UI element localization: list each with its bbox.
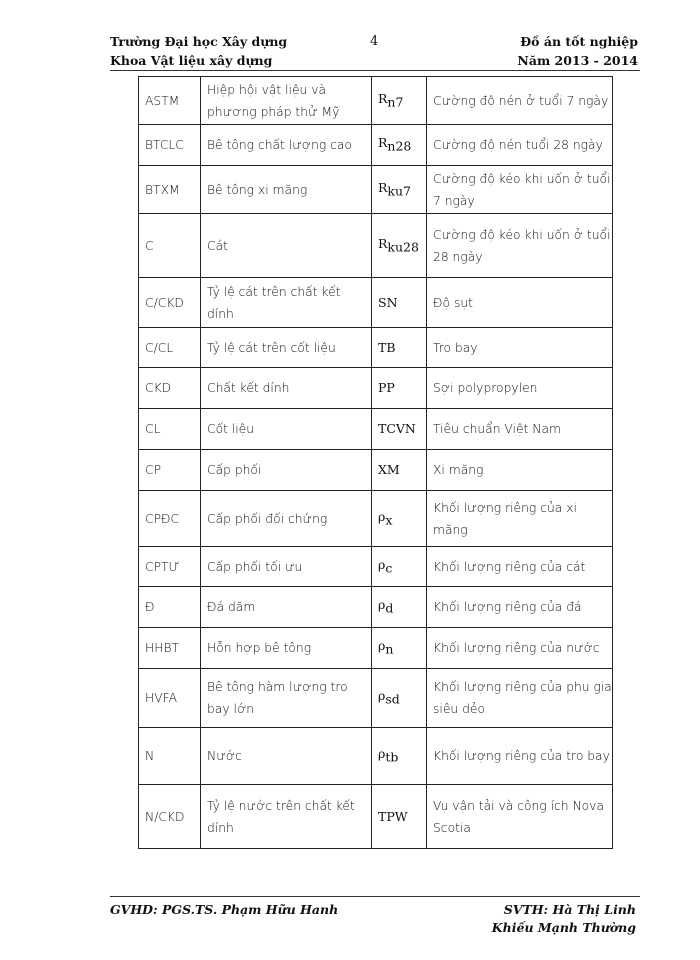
- symbol-text: XM: [378, 462, 400, 477]
- symbol-subscript: d: [385, 600, 394, 616]
- document-type: Đồ án tốt nghiệp: [520, 34, 638, 49]
- description-cell: Cường độ nén ở tuổi 7 ngày: [427, 77, 613, 125]
- abbreviation-cell: BTXM: [139, 166, 201, 214]
- university-name: Trường Đại học Xây dựng: [110, 34, 288, 49]
- table-row: [139, 728, 613, 785]
- table-row: [139, 409, 613, 450]
- table-row: [139, 491, 613, 547]
- symbol-text: TCVN: [378, 421, 416, 436]
- table-row: [139, 328, 613, 368]
- student-1: SVTH: Hà Thị Linh: [503, 902, 636, 917]
- symbol-subscript: n7: [387, 94, 404, 110]
- symbol-cell: [372, 125, 427, 166]
- abbreviation-cell: N: [139, 728, 201, 785]
- meaning-cell: Cấp phối tối ưu: [201, 547, 372, 587]
- meaning-cell: Hỗn hợp bê tông: [201, 628, 372, 669]
- symbol-cell: [372, 214, 427, 278]
- abbreviation-cell: N/CKD: [139, 785, 201, 849]
- description-cell: Khối lượng riêng của đá: [427, 587, 613, 628]
- footer-rule: [110, 896, 640, 897]
- table-row: [139, 125, 613, 166]
- symbol-text: ρ: [378, 688, 386, 704]
- symbol-cell: [372, 77, 427, 125]
- abbreviation-cell: Đ: [139, 587, 201, 628]
- symbol-cell: [372, 166, 427, 214]
- student-2: Khiếu Mạnh Thường: [491, 920, 636, 935]
- symbol-text: ρ: [378, 746, 386, 762]
- symbol-cell: [372, 728, 427, 785]
- header-rule: [110, 70, 640, 71]
- symbol-cell: [372, 491, 427, 547]
- abbreviation-table-body: [139, 77, 613, 849]
- page-number: 4: [370, 34, 379, 49]
- meaning-cell: Đá dăm: [201, 587, 372, 628]
- symbol-subscript: x: [385, 512, 393, 528]
- description-cell: Vụ vận tải và công ích Nova Scotia: [427, 785, 613, 849]
- symbol-text: R: [378, 179, 388, 195]
- abbreviation-cell: CL: [139, 409, 201, 450]
- meaning-cell: Tỷ lệ cát trên chất kết dính: [201, 278, 372, 328]
- description-cell: Khối lượng riêng của phụ gia siêu dẻo: [427, 669, 613, 728]
- abbreviation-cell: C/CKD: [139, 278, 201, 328]
- abbreviation-cell: CP: [139, 450, 201, 491]
- symbol-text: ρ: [378, 597, 386, 613]
- symbol-text: ρ: [378, 508, 386, 524]
- symbol-text: R: [378, 90, 388, 106]
- abbreviation-cell: CPTƯ: [139, 547, 201, 587]
- abbreviation-cell: ASTM: [139, 77, 201, 125]
- abbreviation-cell: C: [139, 214, 201, 278]
- symbol-subscript: ku7: [387, 183, 411, 199]
- abbreviation-cell: HVFA: [139, 669, 201, 728]
- table-row: [139, 547, 613, 587]
- table-row: [139, 450, 613, 491]
- symbol-text: PP: [378, 380, 395, 395]
- description-cell: Cường độ nén tuổi 28 ngày: [427, 125, 613, 166]
- table-row: [139, 214, 613, 278]
- table-row: [139, 669, 613, 728]
- table-row: [139, 628, 613, 669]
- description-cell: Xi măng: [427, 450, 613, 491]
- symbol-subscript: ku28: [387, 239, 419, 255]
- description-cell: Khối lượng riêng của xi măng: [427, 491, 613, 547]
- meaning-cell: Bê tông chất lượng cao: [201, 125, 372, 166]
- table-row: [139, 785, 613, 849]
- table-row: [139, 368, 613, 409]
- meaning-cell: Tỷ lệ nước trên chất kết dính: [201, 785, 372, 849]
- meaning-cell: Chất kết dính: [201, 368, 372, 409]
- meaning-cell: Hiệp hội vật liệu và phương pháp thử Mỹ: [201, 77, 372, 125]
- symbol-cell: [372, 328, 427, 368]
- description-cell: Cường độ kéo khi uốn ở tuổi 7 ngày: [427, 166, 613, 214]
- abbreviation-cell: CKD: [139, 368, 201, 409]
- symbol-text: SN: [378, 294, 398, 310]
- meaning-cell: Tỷ lệ cát trên cốt liệu: [201, 328, 372, 368]
- symbol-cell: [372, 785, 427, 849]
- academic-year: Năm 2013 - 2014: [517, 53, 638, 68]
- abbreviation-table: [138, 76, 613, 849]
- symbol-cell: [372, 450, 427, 491]
- symbol-text: R: [378, 135, 388, 151]
- symbol-subscript: sd: [385, 691, 400, 707]
- symbol-cell: [372, 278, 427, 328]
- description-cell: Cường độ kéo khi uốn ở tuổi 28 ngày: [427, 214, 613, 278]
- meaning-cell: Nước: [201, 728, 372, 785]
- meaning-cell: Bê tông xi măng: [201, 166, 372, 214]
- description-cell: Độ sụt: [427, 278, 613, 328]
- description-cell: Khối lượng riêng của tro bay: [427, 728, 613, 785]
- symbol-subscript: n28: [387, 138, 412, 154]
- symbol-subscript: c: [385, 560, 393, 576]
- symbol-text: TB: [378, 339, 396, 355]
- table-row: [139, 77, 613, 125]
- table-row: [139, 587, 613, 628]
- symbol-cell: [372, 669, 427, 728]
- abbreviation-cell: HHBT: [139, 628, 201, 669]
- symbol-cell: [372, 628, 427, 669]
- symbol-cell: [372, 368, 427, 409]
- meaning-cell: Cát: [201, 214, 372, 278]
- table-row: [139, 166, 613, 214]
- description-cell: Tro bay: [427, 328, 613, 368]
- meaning-cell: Cấp phối đối chứng: [201, 491, 372, 547]
- table-row: [139, 278, 613, 328]
- symbol-cell: [372, 587, 427, 628]
- faculty-name: Khoa Vật liệu xây dựng: [110, 53, 273, 68]
- symbol-text: ρ: [378, 556, 386, 572]
- meaning-cell: Bê tông hàm lượng tro bay lớn: [201, 669, 372, 728]
- symbol-subscript: n: [385, 641, 394, 657]
- description-cell: Sợi polypropylen: [427, 368, 613, 409]
- meaning-cell: Cấp phối: [201, 450, 372, 491]
- meaning-cell: Cốt liệu: [201, 409, 372, 450]
- abbreviation-cell: C/CL: [139, 328, 201, 368]
- symbol-cell: [372, 547, 427, 587]
- symbol-text: ρ: [378, 638, 386, 654]
- description-cell: Khối lượng riêng của cát: [427, 547, 613, 587]
- symbol-text: TPW: [378, 808, 408, 824]
- symbol-text: R: [378, 235, 388, 251]
- symbol-subscript: tb: [385, 749, 399, 765]
- abbreviation-cell: BTCLC: [139, 125, 201, 166]
- description-cell: Khối lượng riêng của nước: [427, 628, 613, 669]
- abbreviation-cell: CPĐC: [139, 491, 201, 547]
- symbol-cell: [372, 409, 427, 450]
- supervisor: GVHD: PGS.TS. Phạm Hữu Hanh: [110, 902, 339, 917]
- description-cell: Tiêu chuẩn Việt Nam: [427, 409, 613, 450]
